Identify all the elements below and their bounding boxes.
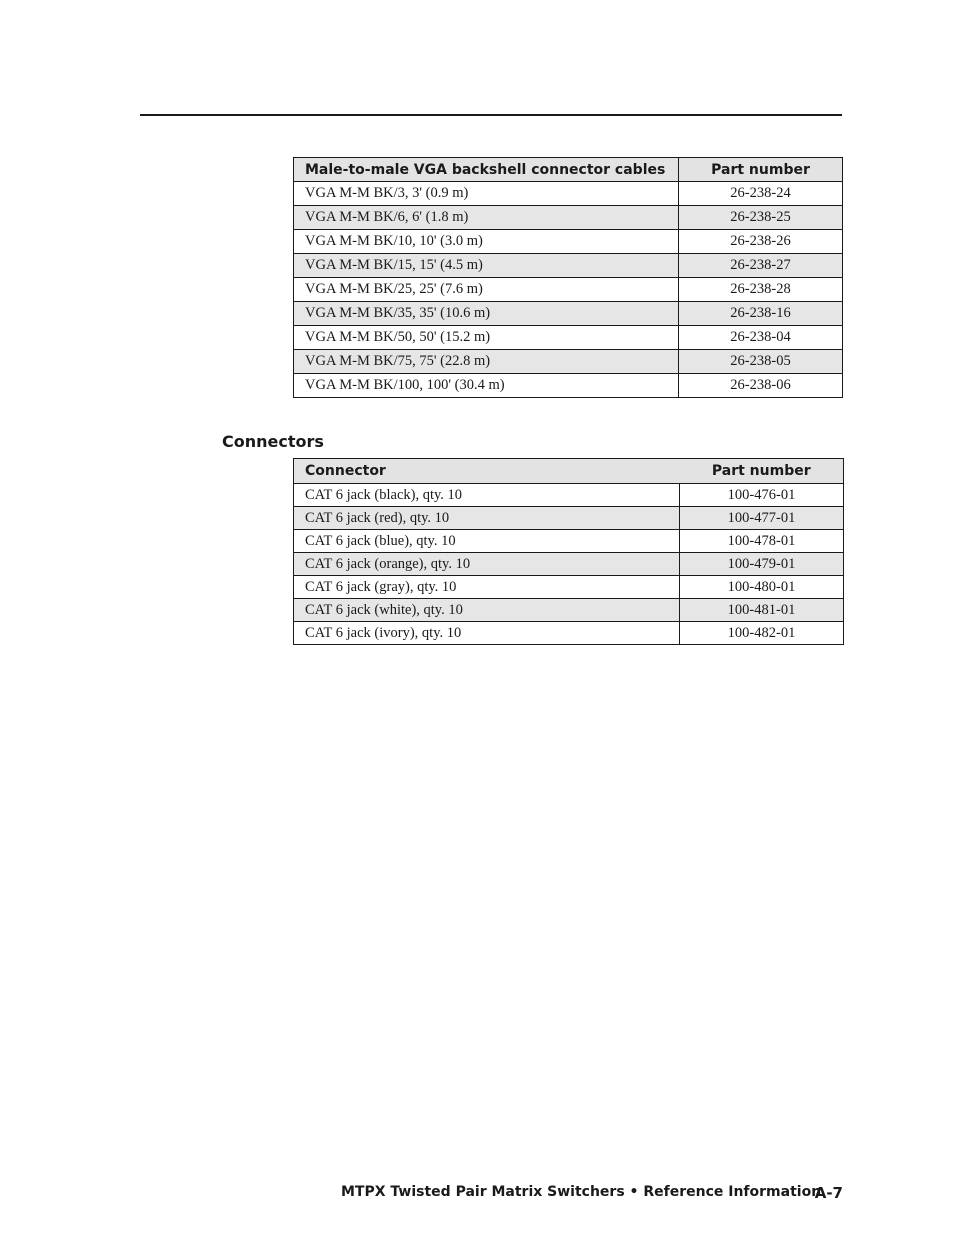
- part-number: 26-238-05: [679, 350, 843, 374]
- part-number: 26-238-25: [679, 206, 843, 230]
- table-row: [294, 350, 843, 374]
- cable-name: VGA M-M BK/6, 6' (1.8 m): [294, 206, 679, 230]
- connector-name: CAT 6 jack (blue), qty. 10: [294, 530, 680, 553]
- connector-name: CAT 6 jack (red), qty. 10: [294, 507, 680, 530]
- table-row: [294, 553, 844, 576]
- page-number: A-7: [814, 1184, 843, 1202]
- table-row: [294, 206, 843, 230]
- table-row: [294, 599, 844, 622]
- page-footer: [341, 1184, 843, 1200]
- connector-name: CAT 6 jack (gray), qty. 10: [294, 576, 680, 599]
- cable-name: VGA M-M BK/100, 100' (30.4 m): [294, 374, 679, 398]
- table-header-row: [294, 459, 844, 484]
- part-number: 26-238-27: [679, 254, 843, 278]
- column-header-connector: Connector: [294, 459, 680, 484]
- connector-name: CAT 6 jack (white), qty. 10: [294, 599, 680, 622]
- section-heading-connectors: Connectors: [222, 432, 324, 451]
- table-row: [294, 326, 843, 350]
- cable-name: VGA M-M BK/75, 75' (22.8 m): [294, 350, 679, 374]
- part-number: 26-238-04: [679, 326, 843, 350]
- cable-name: VGA M-M BK/10, 10' (3.0 m): [294, 230, 679, 254]
- cable-name: VGA M-M BK/35, 35' (10.6 m): [294, 302, 679, 326]
- cable-name: VGA M-M BK/25, 25' (7.6 m): [294, 278, 679, 302]
- part-number: 26-238-06: [679, 374, 843, 398]
- part-number: 26-238-24: [679, 182, 843, 206]
- table-row: [294, 507, 844, 530]
- part-number: 100-480-01: [680, 576, 844, 599]
- part-number: 100-481-01: [680, 599, 844, 622]
- part-number: 26-238-28: [679, 278, 843, 302]
- table-row: [294, 254, 843, 278]
- part-number: 26-238-26: [679, 230, 843, 254]
- part-number: 100-478-01: [680, 530, 844, 553]
- table-row: [294, 576, 844, 599]
- table-row: [294, 484, 844, 507]
- column-header-cable: Male-to-male VGA backshell connector cables: [294, 158, 679, 182]
- cable-name: VGA M-M BK/3, 3' (0.9 m): [294, 182, 679, 206]
- table-row: [294, 530, 844, 553]
- table-row: [294, 182, 843, 206]
- connector-name: CAT 6 jack (black), qty. 10: [294, 484, 680, 507]
- part-number: 100-482-01: [680, 622, 844, 645]
- cable-name: VGA M-M BK/15, 15' (4.5 m): [294, 254, 679, 278]
- connectors-table: [293, 458, 844, 645]
- part-number: 100-476-01: [680, 484, 844, 507]
- column-header-part-number: Part number: [680, 459, 844, 484]
- cable-name: VGA M-M BK/50, 50' (15.2 m): [294, 326, 679, 350]
- part-number: 26-238-16: [679, 302, 843, 326]
- table-row: [294, 374, 843, 398]
- vga-cables-table: [293, 157, 843, 398]
- top-rule: [140, 114, 842, 116]
- part-number: 100-479-01: [680, 553, 844, 576]
- column-header-part-number: Part number: [679, 158, 843, 182]
- part-number: 100-477-01: [680, 507, 844, 530]
- table-row: [294, 230, 843, 254]
- connector-name: CAT 6 jack (orange), qty. 10: [294, 553, 680, 576]
- table-header-row: [294, 158, 843, 182]
- table-row: [294, 302, 843, 326]
- table-row: [294, 278, 843, 302]
- table-row: [294, 622, 844, 645]
- footer-title: MTPX Twisted Pair Matrix Switchers • Reference Information: [341, 1184, 822, 1200]
- connector-name: CAT 6 jack (ivory), qty. 10: [294, 622, 680, 645]
